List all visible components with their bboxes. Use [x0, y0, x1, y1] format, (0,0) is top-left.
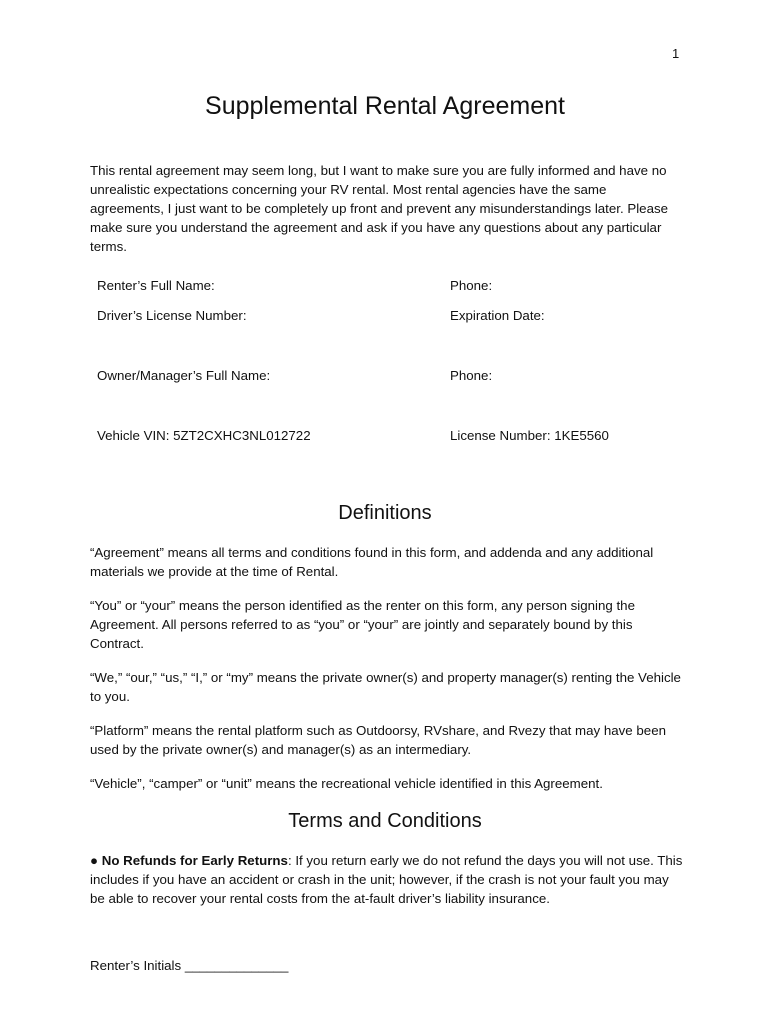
renter-phone-field: Phone:	[450, 278, 493, 293]
terms-item-title: No Refunds for Early Returns	[101, 853, 288, 868]
terms-heading: Terms and Conditions	[288, 810, 482, 832]
page-number: 1	[672, 46, 680, 61]
definition-vehicle: “Vehicle”, “camper” or “unit” means the recreational vehicle identified in this Agreement.	[90, 776, 603, 791]
terms-item-no-refunds	[90, 851, 684, 908]
renters-initials-line: Renter’s Initials ______________	[90, 958, 289, 973]
owner-name-field: Owner/Manager’s Full Name:	[97, 368, 271, 383]
expiration-date-field: Expiration Date:	[450, 308, 545, 323]
renter-name-field: Renter’s Full Name:	[97, 278, 215, 293]
document-title: Supplemental Rental Agreement	[205, 92, 565, 120]
owner-phone-field: Phone:	[450, 368, 493, 383]
definition-platform: “Platform” means the rental platform such as Outdoorsy, RVshare, and Rvezy that may have been used by the private owner(s) and manager(s) as an intermediary.	[90, 723, 666, 757]
drivers-license-field: Driver’s License Number:	[97, 308, 247, 323]
terms-item-text: : If you return early we do not refund the days you will not use. This includes if you have an accident or crash in the unit; however, if the crash is not your fault you may be able to recover your rental costs from the at-fault driver’s liability insurance.	[90, 853, 683, 906]
definitions-heading: Definitions	[338, 502, 432, 524]
intro-paragraph: This rental agreement may seem long, but I want to make sure you are fully informed and have no unrealistic expectations concerning your RV rental. Most rental agencies have the same agreements, I just want to be completely up front and prevent any misunderstandings later. Please make sure you understand the agreement and ask if you have any questions about any particular terms.	[90, 163, 669, 254]
bullet-icon: ●	[90, 853, 99, 868]
definition-you: “You” or “your” means the person identified as the renter on this form, any person signing the Agreement. All persons referred to as “you” or “your” are jointly and separately bound by this Contract.	[90, 598, 635, 651]
definition-we: “We,” “our,” “us,” “I,” or “my” means the private owner(s) and property manager(s) renting the Vehicle to you.	[90, 670, 681, 704]
vehicle-vin-field: Vehicle VIN: 5ZT2CXHC3NL012722	[97, 428, 311, 443]
license-number-field: License Number: 1KE5560	[450, 428, 609, 443]
definition-agreement: “Agreement” means all terms and conditions found in this form, and addenda and any additional materials we provide at the time of Rental.	[90, 545, 654, 579]
